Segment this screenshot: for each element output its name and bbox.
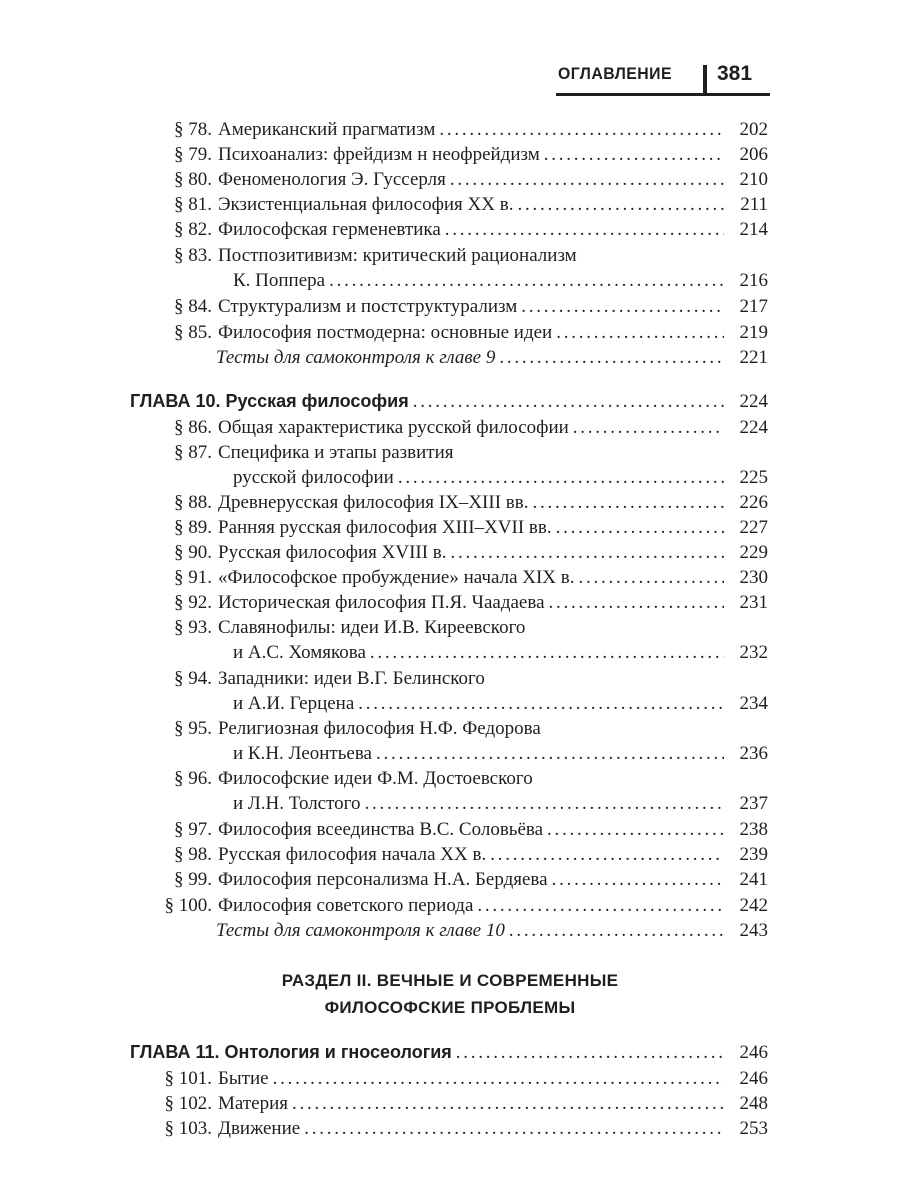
toc-entry[interactable] <box>130 716 768 741</box>
toc-entry-continuation[interactable] <box>233 465 768 490</box>
header-rule <box>556 93 770 96</box>
entry-number: § 97. <box>174 819 212 840</box>
entry-number: § 82. <box>174 219 212 240</box>
leader-dots <box>547 817 724 842</box>
entry-page: 230 <box>739 567 768 588</box>
entry-page: 227 <box>739 517 768 538</box>
leader-dots <box>556 320 724 345</box>
leader-dots <box>556 515 724 540</box>
entry-title: Специфика и этапы развития <box>218 442 454 463</box>
leader-dots <box>477 893 724 918</box>
entry-page: 246 <box>739 1068 768 1089</box>
entry-title: Общая характеристика русской философии <box>218 417 569 438</box>
entry-number: § 86. <box>174 417 212 438</box>
leader-dots <box>509 918 724 943</box>
leader-dots <box>358 691 724 716</box>
leader-dots <box>521 294 724 319</box>
entry-number: § 91. <box>174 567 212 588</box>
entry-title-continuation: и А.С. Хомякова <box>233 642 366 663</box>
toc-entry[interactable] <box>130 294 768 319</box>
toc-chapter[interactable] <box>130 1040 768 1065</box>
entry-page: 253 <box>739 1118 768 1139</box>
leader-dots <box>398 465 724 490</box>
toc-entry[interactable] <box>130 117 768 142</box>
entry-page: 225 <box>739 467 768 488</box>
entry-number: § 100. <box>164 895 212 916</box>
toc-entry[interactable] <box>130 320 768 345</box>
entry-title: Американский прагматизм <box>218 119 436 140</box>
entry-page: 237 <box>739 793 768 814</box>
entry-title: Историческая философия П.Я. Чаадаева <box>218 592 545 613</box>
entry-title-continuation: и К.Н. Леонтьева <box>233 743 372 764</box>
entry-page: 241 <box>739 869 768 890</box>
entry-number: § 98. <box>174 844 212 865</box>
leader-dots <box>273 1066 724 1091</box>
header-title: ОГЛАВЛЕНИЕ <box>558 64 673 83</box>
header-divider <box>703 65 707 96</box>
entry-title: Философия всеединства В.С. Соловьёва <box>218 819 544 840</box>
toc-entry[interactable] <box>130 867 768 892</box>
toc-entry[interactable] <box>130 490 768 515</box>
leader-dots <box>450 167 724 192</box>
entry-number: § 93. <box>174 617 212 638</box>
entry-number: § 96. <box>174 768 212 789</box>
entry-title: Философская герменевтика <box>218 219 441 240</box>
entry-title: Западники: идеи В.Г. Белинского <box>218 668 485 689</box>
entry-page: 210 <box>739 169 768 190</box>
entry-number: § 95. <box>174 718 212 739</box>
leader-dots <box>413 389 724 414</box>
entry-title: Философия постмодерна: основные идеи <box>218 322 553 343</box>
toc-entry-continuation[interactable] <box>233 791 768 816</box>
entry-title: Структурализм и постструктурализм <box>218 296 518 317</box>
entry-page: 206 <box>739 144 768 165</box>
entry-title: Славянофилы: идеи И.В. Киреевского <box>218 617 526 638</box>
entry-title-continuation: и Л.Н. Толстого <box>233 793 361 814</box>
entry-page: 238 <box>739 819 768 840</box>
toc-entry[interactable] <box>130 1116 768 1141</box>
toc-entry[interactable] <box>130 217 768 242</box>
entry-page: 248 <box>739 1093 768 1114</box>
entry-number: § 103. <box>164 1118 212 1139</box>
entry-title-continuation: и А.И. Герцена <box>233 693 355 714</box>
entry-page: 239 <box>739 844 768 865</box>
entry-title: Ранняя русская философия XIII–XVII вв. <box>218 517 552 538</box>
toc-entry-tests[interactable] <box>216 345 768 370</box>
toc-entry[interactable] <box>130 243 768 268</box>
toc-entry[interactable] <box>130 842 768 867</box>
entry-page: 243 <box>739 920 768 941</box>
leader-dots <box>439 117 724 142</box>
entry-page: 242 <box>739 895 768 916</box>
leader-dots <box>549 590 724 615</box>
entry-number: § 94. <box>174 668 212 689</box>
leader-dots <box>304 1116 724 1141</box>
toc-entry-continuation[interactable] <box>233 268 768 293</box>
toc-entry-tests[interactable] <box>216 918 768 943</box>
entry-title: Психоанализ: фрейдизм н неофрейдизм <box>218 144 540 165</box>
entry-number: § 92. <box>174 592 212 613</box>
toc-entry[interactable] <box>130 590 768 615</box>
entry-page: 221 <box>739 347 768 368</box>
toc-entry[interactable] <box>130 192 768 217</box>
entry-number: § 99. <box>174 869 212 890</box>
entry-title: Русская философия начала XX в. <box>218 844 487 865</box>
toc-chapter[interactable] <box>130 389 768 414</box>
leader-dots <box>456 1040 724 1065</box>
toc-entry[interactable] <box>130 766 768 791</box>
entry-number: § 84. <box>174 296 212 317</box>
entry-number: § 90. <box>174 542 212 563</box>
entry-number: § 85. <box>174 322 212 343</box>
toc-entry[interactable] <box>130 540 768 565</box>
entry-page: 211 <box>740 194 768 215</box>
toc-entry[interactable] <box>130 666 768 691</box>
entry-page: 232 <box>739 642 768 663</box>
entry-number: § 102. <box>164 1093 212 1114</box>
toc-entry[interactable] <box>130 1066 768 1091</box>
entry-title: Русская философия XVIII в. <box>218 542 447 563</box>
entry-page: 236 <box>739 743 768 764</box>
chapter-title: ГЛАВА 11. Онтология и гносеология <box>130 1042 452 1062</box>
entry-page: 217 <box>739 296 768 317</box>
entry-title: Бытие <box>218 1068 269 1089</box>
leader-dots <box>532 490 724 515</box>
part-heading-line1: РАЗДЕЛ II. ВЕЧНЫЕ И СОВРЕМЕННЫЕ <box>281 971 619 990</box>
entry-number: § 80. <box>174 169 212 190</box>
entry-page: 214 <box>739 219 768 240</box>
entry-number: § 79. <box>174 144 212 165</box>
entry-page: 234 <box>739 693 768 714</box>
leader-dots <box>573 415 724 440</box>
toc-entry[interactable] <box>130 893 768 918</box>
entry-title-continuation: русской философии <box>233 467 394 488</box>
toc-entry[interactable] <box>130 142 768 167</box>
toc-entry[interactable] <box>130 440 768 465</box>
toc-entry[interactable] <box>130 565 768 590</box>
leader-dots <box>370 640 724 665</box>
entry-title: Философия персонализма Н.А. Бердяева <box>218 869 548 890</box>
entry-page: 224 <box>739 417 768 438</box>
entry-number: § 83. <box>174 245 212 266</box>
part-heading-line2: ФИЛОСОФСКИЕ ПРОБЛЕМЫ <box>324 998 576 1017</box>
entry-page: 216 <box>739 270 768 291</box>
toc-entry[interactable] <box>130 1091 768 1116</box>
toc-entry[interactable] <box>130 615 768 640</box>
entry-title: Феноменология Э. Гуссерля <box>218 169 446 190</box>
entry-title: Философские идеи Ф.М. Достоевского <box>218 768 533 789</box>
toc-entry[interactable] <box>130 415 768 440</box>
leader-dots <box>544 142 724 167</box>
leader-dots <box>292 1091 724 1116</box>
toc-entry[interactable] <box>130 817 768 842</box>
entry-title: Тесты для самоконтроля к главе 9 <box>216 347 496 368</box>
toc-entry-continuation[interactable] <box>233 691 768 716</box>
leader-dots <box>499 345 724 370</box>
entry-title-continuation: К. Поппера <box>233 270 326 291</box>
leader-dots <box>365 791 725 816</box>
entry-number: § 87. <box>174 442 212 463</box>
entry-title: Древнерусская философия IX–XIII вв. <box>218 492 529 513</box>
entry-number: § 81. <box>174 194 212 215</box>
toc-entry[interactable] <box>130 515 768 540</box>
leader-dots <box>329 268 724 293</box>
entry-number: § 78. <box>174 119 212 140</box>
entry-page: 224 <box>739 391 768 412</box>
entry-title: Экзистенциальная философия XX в. <box>218 194 514 215</box>
entry-number: § 89. <box>174 517 212 538</box>
entry-number: § 88. <box>174 492 212 513</box>
entry-page: 246 <box>739 1042 768 1063</box>
toc-entry-continuation[interactable] <box>233 640 768 665</box>
leader-dots <box>579 565 724 590</box>
entry-page: 226 <box>739 492 768 513</box>
leader-dots <box>445 217 724 242</box>
chapter-title: ГЛАВА 10. Русская философия <box>130 391 409 411</box>
toc-entry[interactable] <box>130 167 768 192</box>
entry-title: «Философское пробуждение» начала XIX в. <box>218 567 575 588</box>
entry-page: 229 <box>739 542 768 563</box>
leader-dots <box>451 540 724 565</box>
entry-title: Философия советского периода <box>218 895 474 916</box>
entry-page: 219 <box>739 322 768 343</box>
leader-dots <box>490 842 724 867</box>
entry-title: Материя <box>218 1093 288 1114</box>
entry-title: Постпозитивизм: критический рационализм <box>218 245 577 266</box>
entry-title: Тесты для самоконтроля к главе 10 <box>216 920 505 941</box>
leader-dots <box>552 867 724 892</box>
entry-number: § 101. <box>164 1068 212 1089</box>
entry-page: 202 <box>739 119 768 140</box>
entry-title: Движение <box>218 1118 301 1139</box>
leader-dots <box>376 741 724 766</box>
leader-dots <box>517 192 724 217</box>
entry-page: 231 <box>739 592 768 613</box>
entry-title: Религиозная философия Н.Ф. Федорова <box>218 718 541 739</box>
header-page-number: 381 <box>717 62 753 85</box>
running-header <box>0 62 900 102</box>
toc-entry-continuation[interactable] <box>233 741 768 766</box>
